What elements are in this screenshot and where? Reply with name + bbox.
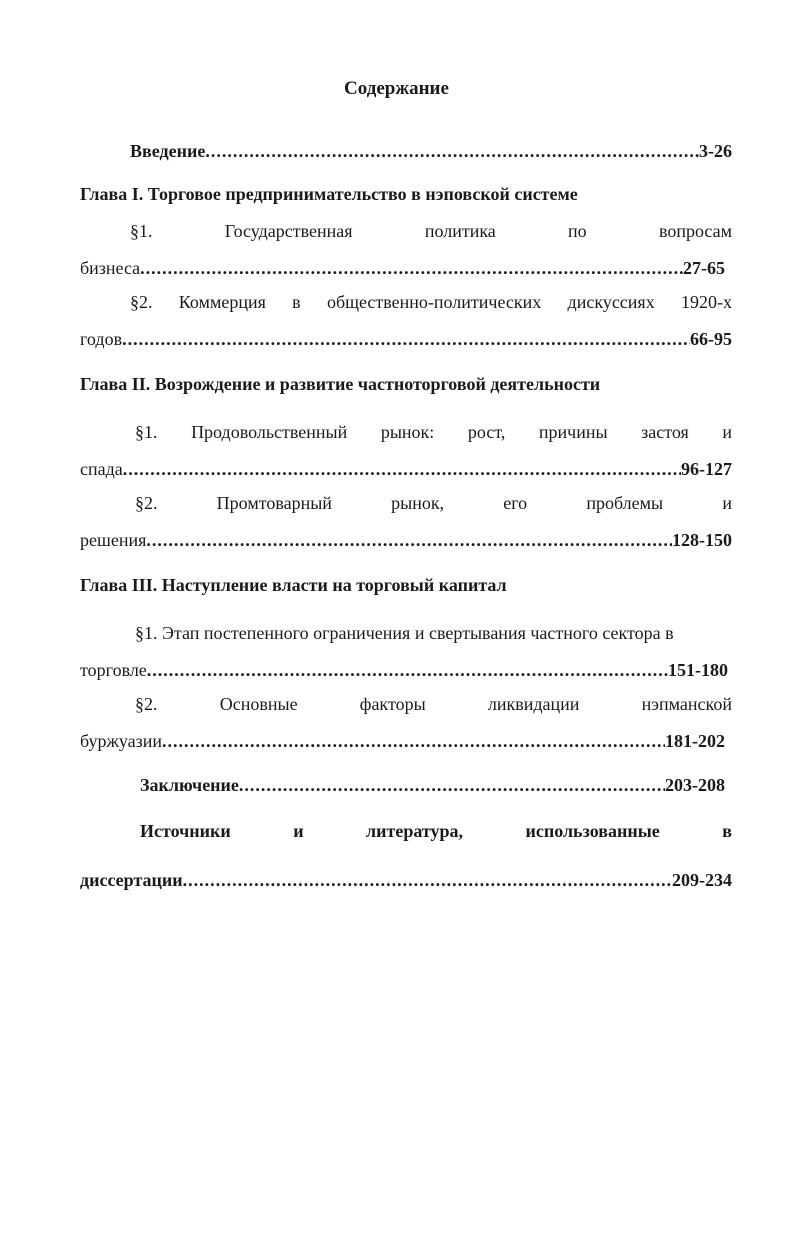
word: использованные	[525, 821, 660, 841]
word: и	[722, 422, 732, 442]
word: по	[568, 221, 587, 241]
toc-entry-conclusion	[140, 774, 725, 796]
toc-entry-pages: 27-65	[683, 258, 725, 278]
word: рынок,	[391, 493, 445, 513]
toc-entry-pages: 181-202	[665, 731, 725, 751]
word: застоя	[641, 422, 689, 442]
word: Источники	[140, 821, 231, 841]
toc-entry-label: годов	[80, 329, 123, 349]
toc-entry	[80, 458, 732, 480]
word: §1.	[130, 221, 153, 241]
section-line	[130, 291, 732, 313]
toc-entry	[80, 730, 725, 752]
section-line	[135, 693, 732, 715]
word: литература,	[366, 821, 464, 841]
leader-dots	[123, 458, 681, 480]
word: его	[503, 493, 528, 513]
toc-entry-label: бизнеса	[80, 258, 141, 278]
word: §2.	[130, 292, 153, 312]
word: Промтоварный	[216, 493, 332, 513]
chapter-heading: Глава I. Торговое предпринимательство в нэповской системе	[80, 184, 578, 204]
toc-entry-intro	[130, 140, 732, 162]
toc-entry-label: решения	[80, 530, 147, 550]
word: дискуссиях	[567, 292, 655, 312]
section-line	[130, 220, 732, 242]
leader-dots	[146, 529, 672, 551]
chapter-heading: Глава II. Возрождение и развитие частноторговой деятельности	[80, 374, 601, 394]
word: вопросам	[658, 221, 732, 241]
word: Продовольственный	[191, 422, 348, 442]
word: Основные	[219, 694, 298, 714]
toc-entry-pages: 66-95	[690, 329, 732, 349]
section-line	[140, 820, 732, 842]
toc-entry	[80, 328, 732, 350]
toc-entry-label: спада	[80, 459, 123, 479]
leader-dots	[140, 257, 683, 279]
section-line	[135, 421, 732, 443]
word: в	[292, 292, 301, 312]
toc-entry-label: Введение	[130, 141, 206, 161]
leader-dots	[147, 659, 668, 681]
leader-dots	[122, 328, 690, 350]
toc-entry-pages: 151-180	[668, 660, 728, 680]
toc-entry-pages: 96-127	[681, 459, 732, 479]
word: в	[722, 821, 732, 841]
word: рост,	[467, 422, 506, 442]
word: §1.	[135, 422, 158, 442]
word: общественно-политических	[326, 292, 542, 312]
toc-entry	[80, 659, 728, 681]
toc-entry	[80, 529, 732, 551]
toc-entry-sources	[80, 869, 732, 891]
toc-entry	[80, 257, 725, 279]
toc-entry-label: буржуазии	[80, 731, 163, 751]
toc-entry-label: торговле	[80, 660, 147, 680]
leader-dots	[205, 140, 699, 162]
toc-entry-pages: 128-150	[672, 530, 732, 550]
toc-entry-pages: 209-234	[672, 870, 732, 890]
page-title: Содержание	[344, 78, 449, 99]
section-text: §1. Этап постепенного ограничения и свертывания частного сектора в	[135, 623, 674, 643]
word: факторы	[359, 694, 426, 714]
leader-dots	[239, 774, 665, 796]
word: проблемы	[586, 493, 664, 513]
toc-entry-pages: 203-208	[665, 775, 725, 795]
word: рынок:	[380, 422, 435, 442]
word: причины	[538, 422, 608, 442]
word: и	[722, 493, 732, 513]
word: §2.	[135, 493, 158, 513]
leader-dots	[162, 730, 665, 752]
word: нэпманской	[641, 694, 732, 714]
word: и	[293, 821, 304, 841]
word: ликвидации	[487, 694, 580, 714]
toc-entry-label: Заключение	[140, 775, 239, 795]
section-line	[135, 622, 732, 644]
toc-entry-pages: 3-26	[699, 141, 732, 161]
word: Коммерция	[178, 292, 266, 312]
word: Государственная	[224, 221, 353, 241]
section-line	[135, 492, 732, 514]
chapter-heading: Глава III. Наступление власти на торговый капитал	[80, 575, 507, 595]
leader-dots	[183, 869, 672, 891]
toc-entry-label: диссертации	[80, 870, 183, 890]
word: §2.	[135, 694, 158, 714]
word: 1920-х	[681, 292, 732, 312]
word: политика	[424, 221, 496, 241]
